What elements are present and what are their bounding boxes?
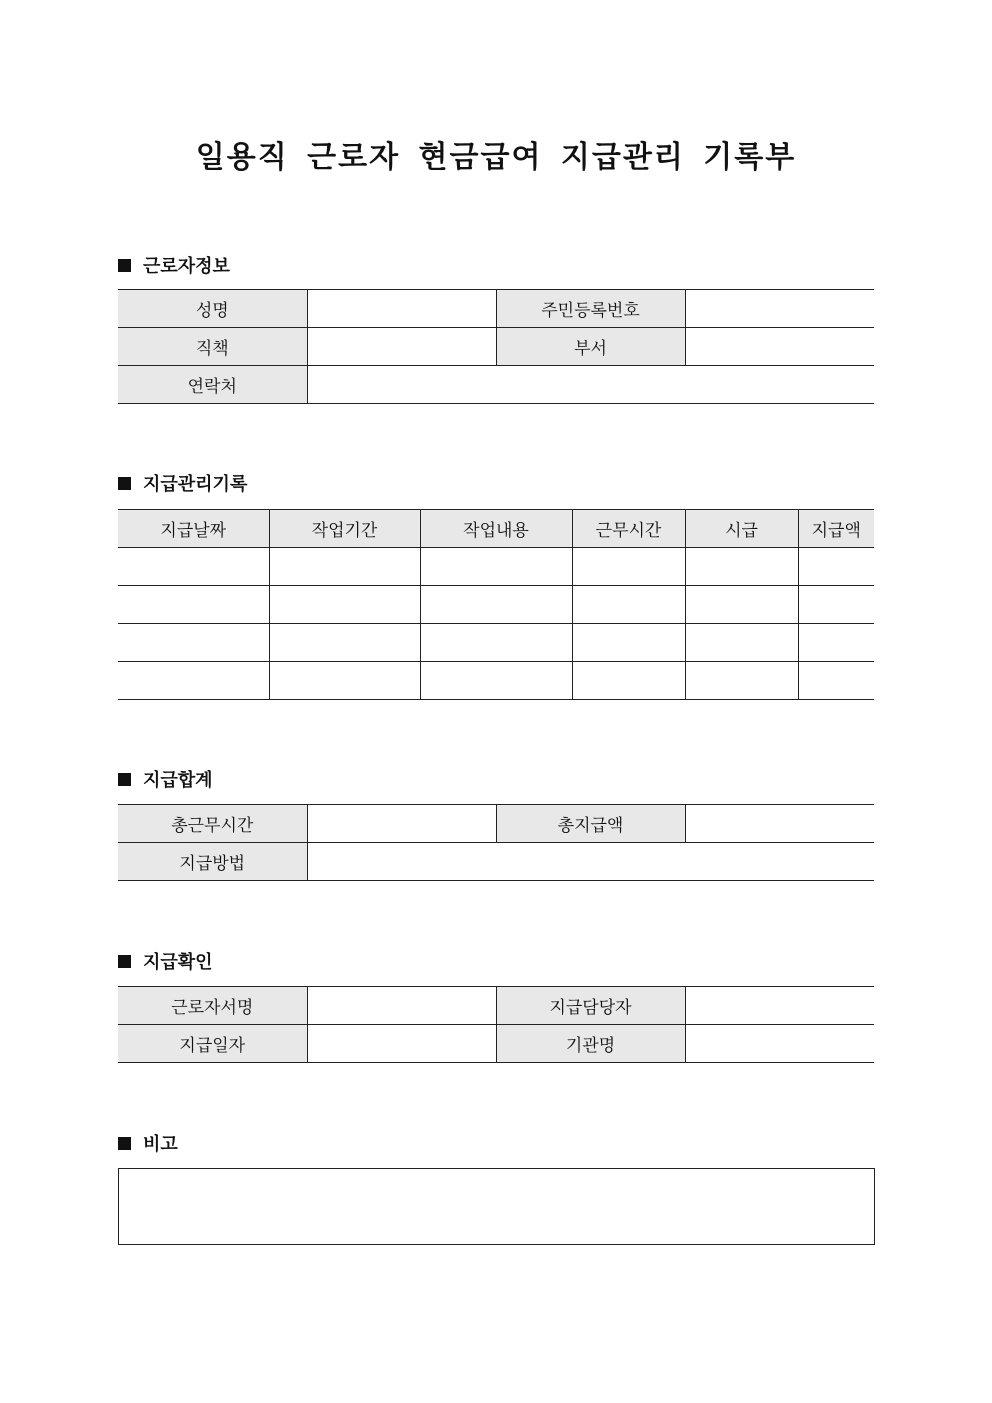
- table-row: [118, 586, 874, 624]
- table-cell[interactable]: [798, 586, 874, 624]
- section-heading-remarks: [118, 1131, 178, 1155]
- payment-date-label: 지급일자: [118, 1025, 307, 1063]
- table-cell[interactable]: [118, 662, 269, 700]
- table-cell[interactable]: [572, 624, 685, 662]
- table-cell[interactable]: [420, 548, 572, 586]
- square-bullet-icon: [118, 259, 131, 272]
- section-heading-payment-confirm: [118, 949, 213, 973]
- table-cell[interactable]: [420, 586, 572, 624]
- column-header-work-hours: 근무시간: [572, 510, 685, 548]
- payment-date-field[interactable]: [307, 1025, 496, 1063]
- resident-no-field[interactable]: [685, 290, 874, 328]
- square-bullet-icon: [118, 955, 131, 968]
- payment-total-table: [118, 804, 874, 881]
- section-heading-payment-records: [118, 471, 247, 495]
- document-title: 일용직 근로자 현금급여 지급관리 기록부: [195, 140, 797, 175]
- table-cell[interactable]: [269, 624, 420, 662]
- table-cell[interactable]: [572, 586, 685, 624]
- section-heading-text: 근로자정보: [143, 256, 230, 277]
- table-cell[interactable]: [269, 662, 420, 700]
- section-heading-worker-info: [118, 253, 230, 277]
- worker-signature-label: 근로자서명: [118, 987, 307, 1025]
- worker-signature-field[interactable]: [307, 987, 496, 1025]
- table-cell[interactable]: [572, 662, 685, 700]
- table-row: [118, 987, 874, 1025]
- total-hours-label: 총근무시간: [118, 805, 307, 843]
- position-field[interactable]: [307, 328, 496, 366]
- contact-field[interactable]: [307, 366, 874, 404]
- table-cell[interactable]: [685, 662, 798, 700]
- table-cell[interactable]: [420, 662, 572, 700]
- column-header-work-period: 작업기간: [269, 510, 420, 548]
- payment-records-table: [118, 509, 874, 700]
- table-cell[interactable]: [685, 586, 798, 624]
- table-row: [118, 366, 874, 404]
- table-cell[interactable]: [798, 624, 874, 662]
- name-field[interactable]: [307, 290, 496, 328]
- table-cell[interactable]: [420, 624, 572, 662]
- contact-label: 연락처: [118, 366, 307, 404]
- table-cell[interactable]: [798, 548, 874, 586]
- payment-confirm-table: [118, 986, 874, 1063]
- table-row: [118, 548, 874, 586]
- column-header-hourly-wage: 시급: [685, 510, 798, 548]
- table-row: [118, 662, 874, 700]
- resident-no-label: 주민등록번호: [496, 290, 685, 328]
- payment-method-field[interactable]: [307, 843, 874, 881]
- table-row: [118, 805, 874, 843]
- section-heading-text: 지급관리기록: [143, 474, 248, 495]
- total-hours-field[interactable]: [307, 805, 496, 843]
- payment-manager-field[interactable]: [685, 987, 874, 1025]
- section-heading-text: 지급확인: [143, 952, 213, 973]
- column-header-payment-date: 지급날짜: [118, 510, 269, 548]
- position-label: 직책: [118, 328, 307, 366]
- section-heading-text: 비고: [143, 1134, 178, 1155]
- table-row: [118, 1025, 874, 1063]
- square-bullet-icon: [118, 477, 131, 490]
- table-cell[interactable]: [269, 586, 420, 624]
- payment-method-label: 지급방법: [118, 843, 307, 881]
- table-header-row: [118, 510, 874, 548]
- table-cell[interactable]: [572, 548, 685, 586]
- table-cell[interactable]: [118, 586, 269, 624]
- column-header-work-content: 작업내용: [420, 510, 572, 548]
- total-amount-label: 총지급액: [496, 805, 685, 843]
- total-amount-field[interactable]: [685, 805, 874, 843]
- table-cell[interactable]: [269, 548, 420, 586]
- table-cell[interactable]: [118, 548, 269, 586]
- column-header-payment-amount: 지급액: [798, 510, 874, 548]
- name-label: 성명: [118, 290, 307, 328]
- section-heading-payment-total: [118, 767, 213, 791]
- table-cell[interactable]: [685, 548, 798, 586]
- organization-label: 기관명: [496, 1025, 685, 1063]
- table-cell[interactable]: [798, 662, 874, 700]
- section-heading-text: 지급합계: [143, 770, 213, 791]
- remarks-box[interactable]: [118, 1168, 875, 1245]
- table-row: [118, 328, 874, 366]
- table-row: [118, 624, 874, 662]
- table-cell[interactable]: [118, 624, 269, 662]
- department-field[interactable]: [685, 328, 874, 366]
- organization-field[interactable]: [685, 1025, 874, 1063]
- table-row: [118, 290, 874, 328]
- department-label: 부서: [496, 328, 685, 366]
- payment-manager-label: 지급담당자: [496, 987, 685, 1025]
- worker-info-table: [118, 289, 874, 404]
- table-cell[interactable]: [685, 624, 798, 662]
- square-bullet-icon: [118, 1137, 131, 1150]
- table-row: [118, 843, 874, 881]
- square-bullet-icon: [118, 773, 131, 786]
